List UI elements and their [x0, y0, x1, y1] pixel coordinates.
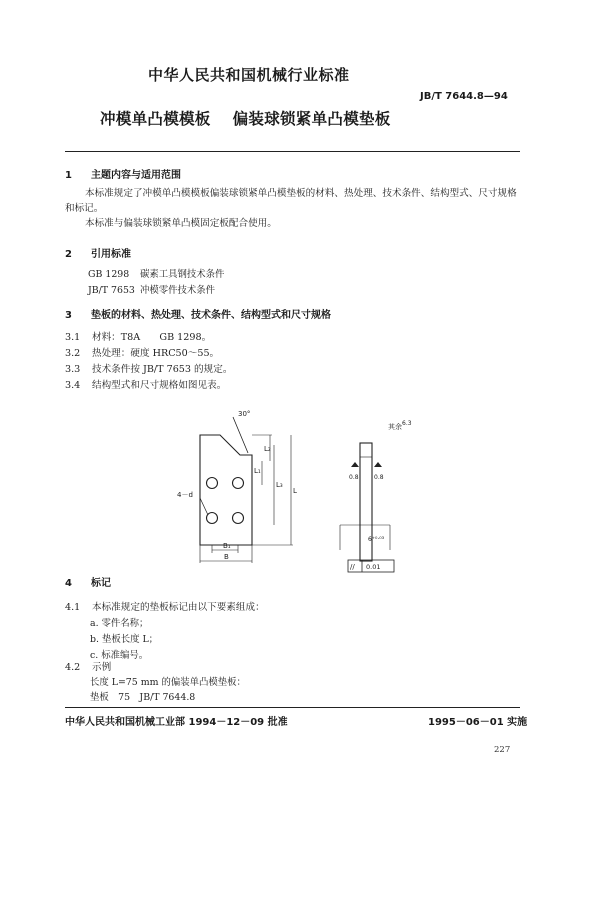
org-standard-title: 中华人民共和国机械行业标准 — [148, 66, 350, 84]
hole — [233, 478, 244, 489]
dim-l2: L₂ — [264, 445, 271, 453]
plate-outline — [200, 435, 252, 545]
clause-4-1: 4.1 本标准规定的垫板标记由以下要素组成： — [65, 602, 265, 613]
section-4-heading: 4 标记 — [65, 578, 111, 589]
surface-roughness-right: 0.8 — [374, 474, 384, 481]
document-title — [100, 107, 391, 129]
section-3-heading: 3 垫板的材料、热处理、技术条件、结构型式和尺寸规格 — [65, 310, 331, 321]
tolerance-symbol: // — [350, 563, 355, 571]
clause-3-4: 3.4 结构型式和尺寸规格如图见表。 — [65, 380, 227, 391]
dim-thickness: 6⁺⁰·⁰³ — [368, 536, 385, 543]
surface-roughness-left: 0.8 — [349, 474, 359, 481]
dim-l1: L₁ — [254, 467, 261, 475]
example-mark: 垫板 75 JB/T 7644.8 — [90, 692, 196, 703]
dim-l: L — [293, 487, 297, 495]
effective-date: 1995－06－01 实施 — [428, 717, 528, 728]
dim-b: B — [224, 553, 229, 561]
angle-line — [233, 417, 248, 453]
angle-label: 30° — [238, 410, 251, 418]
marking-element-b: b. 垫板长度 L； — [90, 634, 159, 645]
reference-item: GB 1298 碳素工具钢技术条件 — [88, 269, 225, 280]
roughness-rest-label: 其余 — [388, 423, 402, 431]
roughness-mark — [351, 462, 359, 467]
hole — [207, 513, 218, 524]
clause-3-2: 3.2 热处理：硬度 HRC50～55。 — [65, 348, 220, 359]
marking-element-a: a. 零件名称； — [90, 618, 149, 629]
section-1-heading: 1 主题内容与适用范围 — [65, 170, 181, 181]
roughness-value: 6.3 — [402, 420, 412, 427]
dim-b1: B₁ — [223, 542, 231, 550]
technical-drawing — [150, 405, 440, 577]
section-1-para-2: 本标准与偏装球锁紧单凸模固定板配合使用。 — [85, 218, 277, 229]
header-rule — [65, 151, 520, 152]
standard-code: JB/T 7644.8—94 — [420, 91, 508, 102]
roughness-mark — [374, 462, 382, 467]
clause-4-2: 4.2 示例 — [65, 662, 112, 673]
document-title-part2: 偏装球锁紧单凸模垫板 — [232, 110, 391, 128]
hole — [207, 478, 218, 489]
section-2-heading: 2 引用标准 — [65, 249, 131, 260]
clause-3-1: 3.1 材料：T8A GB 1298。 — [65, 332, 212, 343]
page-number: 227 — [494, 745, 511, 755]
clause-3-3: 3.3 技术条件按 JB/T 7653 的规定。 — [65, 364, 233, 375]
footer-rule — [65, 707, 520, 708]
tolerance-value: 0.01 — [366, 563, 381, 571]
section-1-para-1: 本标准规定了冲模单凸模模板偏装球锁紧单凸模垫板的材料、热处理、技术条件、结构型式、尺寸规格和标记。 — [65, 188, 517, 214]
example-description: 长度 L=75 mm 的偏装单凸模垫板： — [90, 677, 246, 688]
issuer-approval: 中华人民共和国机械工业部 1994－12－09 批准 — [65, 717, 288, 728]
reference-item: JB/T 7653 冲模零件技术条件 — [88, 285, 216, 296]
document-title-part1: 冲模单凸模模板 — [100, 110, 211, 128]
dim-l3: L₃ — [276, 481, 283, 489]
hole — [233, 513, 244, 524]
side-view — [360, 443, 372, 561]
marking-element-c: c. 标准编号。 — [90, 650, 149, 661]
holes-label: 4－d — [177, 491, 193, 499]
